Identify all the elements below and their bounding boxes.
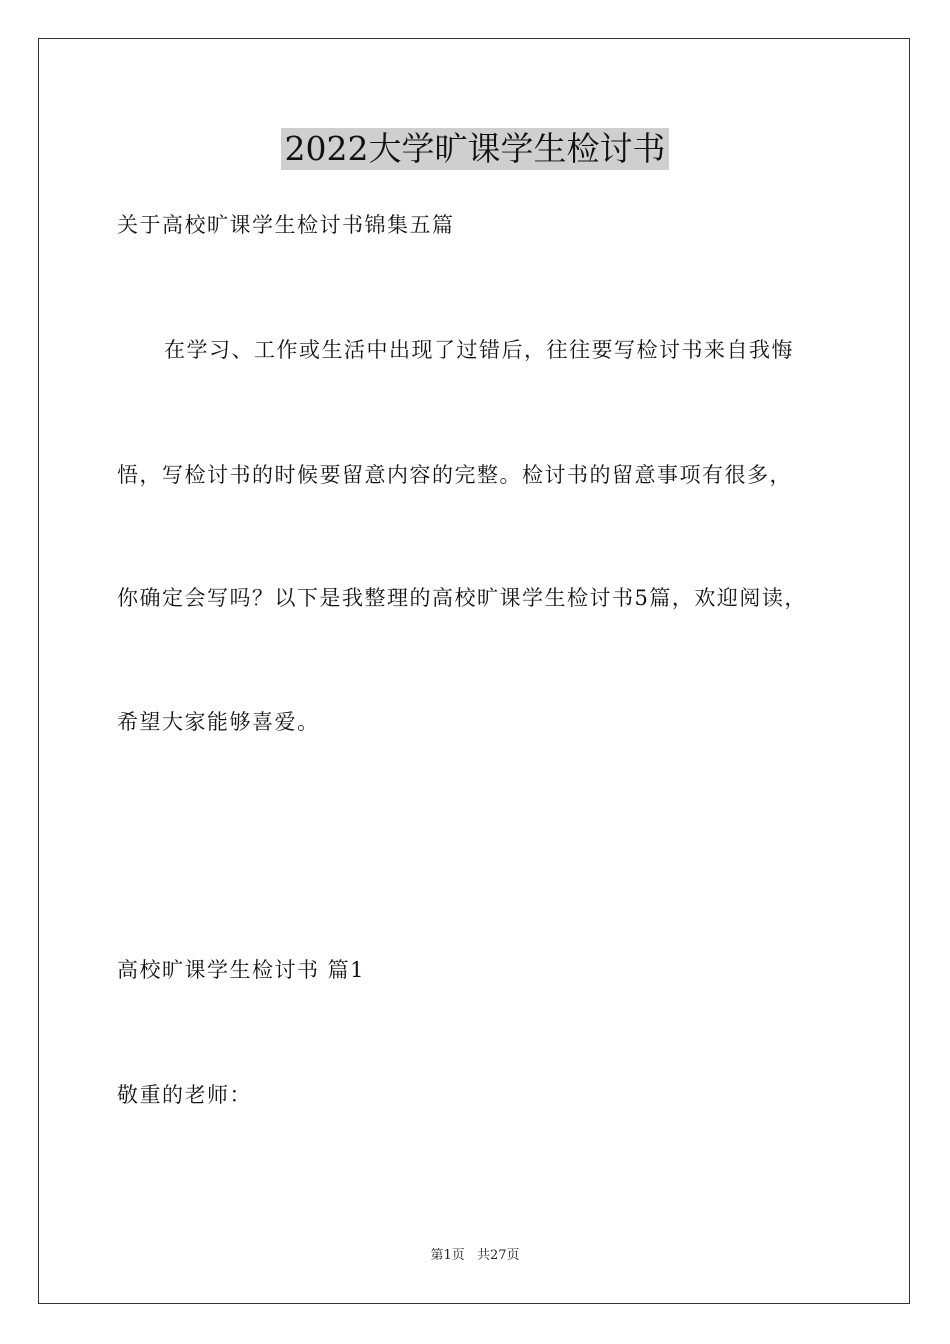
document-title: 2022大学旷课学生检讨书 bbox=[281, 128, 670, 170]
salutation: 敬重的老师： bbox=[117, 1083, 252, 1107]
intro-line-2: 悟，写检讨书的时候要留意内容的完整。检讨书的留意事项有很多， bbox=[117, 463, 792, 487]
document-subtitle: 关于高校旷课学生检讨书锦集五篇 bbox=[117, 213, 455, 237]
title-container bbox=[0, 128, 950, 170]
intro-line-3: 你确定会写吗？以下是我整理的高校旷课学生检讨书5篇，欢迎阅读， bbox=[117, 586, 807, 610]
intro-line-4: 希望大家能够喜爱。 bbox=[117, 710, 320, 734]
page-number: 第1页 bbox=[430, 1248, 465, 1263]
page-total: 共27页 bbox=[476, 1248, 520, 1263]
section-heading: 高校旷课学生检讨书 篇1 bbox=[117, 958, 366, 982]
intro-line-1: 在学习、工作或生活中出现了过错后，往往要写检讨书来自我悔 bbox=[164, 338, 794, 362]
page-footer bbox=[0, 1247, 950, 1265]
